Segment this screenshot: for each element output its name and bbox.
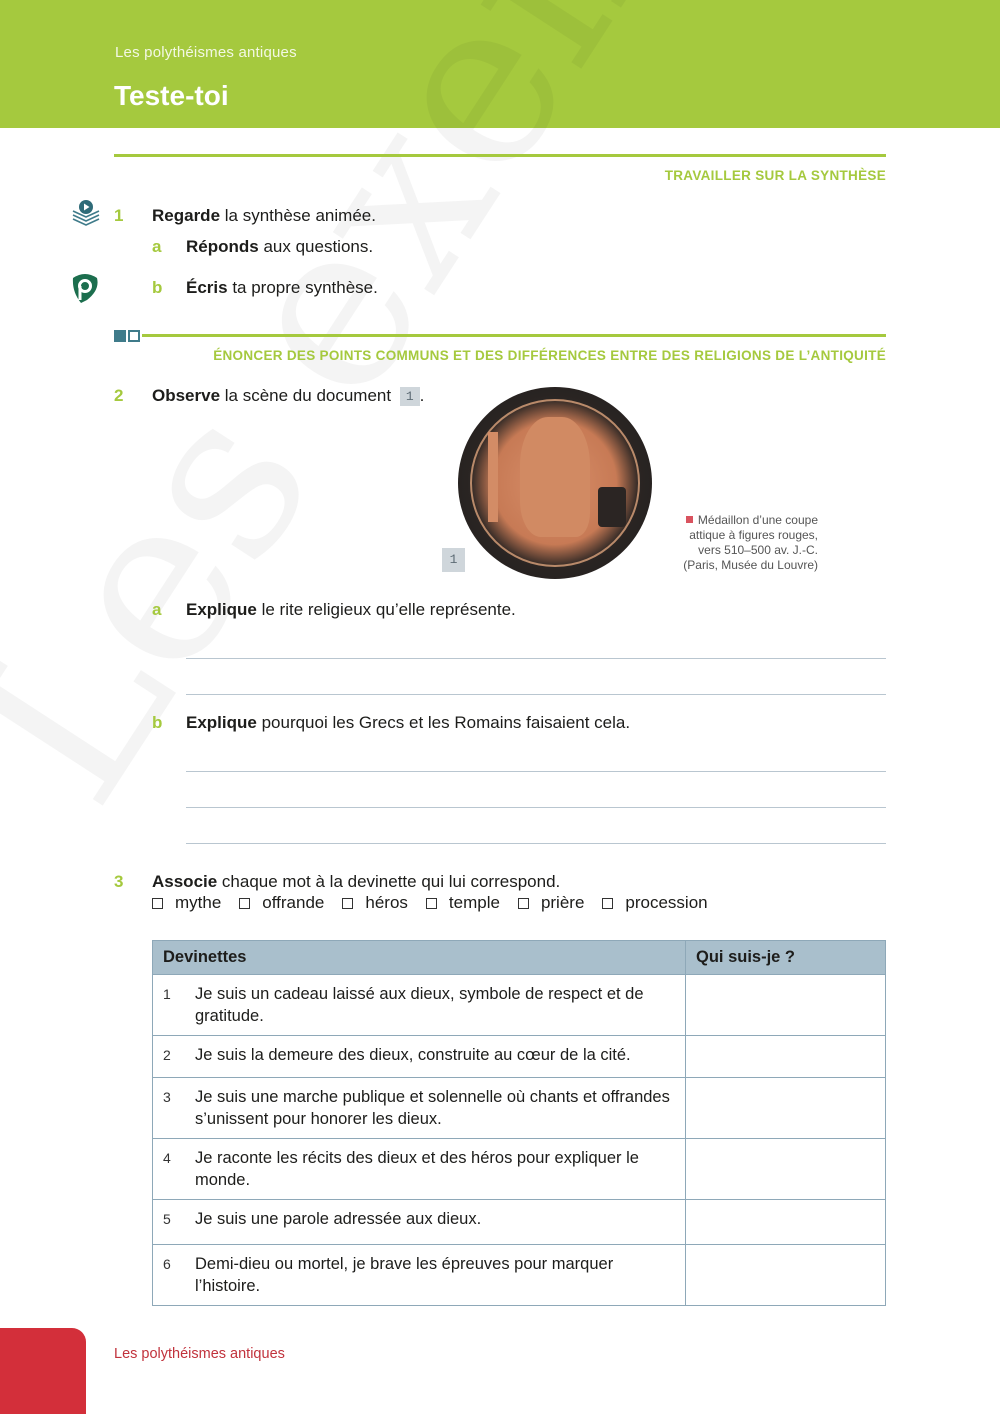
- document-reference[interactable]: 1: [400, 387, 420, 406]
- section-marker-icon: [114, 330, 142, 342]
- image-caption: Médaillon d’une coupe attique à figures rouges, vers 510–500 av. J.-C. (Paris, Musée du Louvre): [683, 513, 818, 572]
- checkbox[interactable]: [426, 898, 437, 909]
- page-title: Teste-toi: [114, 80, 229, 111]
- option-temple[interactable]: temple: [426, 893, 500, 913]
- section-divider: [114, 154, 886, 157]
- greek-cup-medallion-image: [458, 387, 652, 579]
- footer-chapter-title: Les polythéismes antiques: [114, 1346, 285, 1362]
- question-2a-text: Explique le rite religieux qu’elle représente.: [186, 600, 516, 619]
- section-label-synthesis: TRAVAILLER SUR LA SYNTHÈSE: [664, 168, 886, 183]
- section-divider: [142, 334, 886, 337]
- option-heros[interactable]: héros: [342, 893, 408, 913]
- table-row: 3 Je suis une marche publique et solennelle où chants et offrandes s’unissent pour honorer les dieux.: [153, 1078, 886, 1139]
- question-3-text: Associe chaque mot à la devinette qui lui correspond.: [152, 872, 561, 891]
- option-priere[interactable]: prière: [518, 893, 584, 913]
- question-number: 3: [114, 872, 124, 891]
- option-offrande[interactable]: offrande: [239, 893, 324, 913]
- footer-color-tab: [0, 1328, 86, 1414]
- answer-cell[interactable]: [686, 1078, 886, 1139]
- answer-line[interactable]: [186, 658, 886, 659]
- answer-line[interactable]: [186, 771, 886, 772]
- table-row: 5 Je suis une parole adressée aux dieux.: [153, 1200, 886, 1245]
- answer-line[interactable]: [186, 843, 886, 844]
- sub-letter-b: b: [152, 278, 163, 297]
- option-procession[interactable]: procession: [602, 893, 707, 913]
- question-2-text: Observe la scène du document 1 .: [152, 386, 425, 405]
- chapter-subtitle: Les polythéismes antiques: [115, 44, 297, 61]
- p-logo-icon[interactable]: [70, 272, 100, 309]
- question-2b-text: Explique pourquoi les Grecs et les Romains faisaient cela.: [186, 713, 631, 732]
- word-options: [152, 893, 726, 913]
- table-row: 2 Je suis la demeure des dieux, construite au cœur de la cité.: [153, 1036, 886, 1078]
- answer-cell[interactable]: [686, 1245, 886, 1306]
- question-number: 1: [114, 206, 124, 225]
- riddles-table: [152, 940, 886, 1306]
- checkbox[interactable]: [152, 898, 163, 909]
- checkbox[interactable]: [342, 898, 353, 909]
- answer-line[interactable]: [186, 694, 886, 695]
- question-number: 2: [114, 386, 124, 405]
- column-header-riddles: Devinettes: [153, 941, 686, 975]
- checkbox[interactable]: [602, 898, 613, 909]
- question-1a-text: Réponds aux questions.: [186, 237, 374, 256]
- sub-letter-a: a: [152, 600, 162, 619]
- option-mythe[interactable]: mythe: [152, 893, 221, 913]
- answer-line[interactable]: [186, 807, 886, 808]
- caption-bullet-icon: [686, 516, 693, 523]
- checkbox[interactable]: [518, 898, 529, 909]
- table-row: 6 Demi-dieu ou mortel, je brave les épreuves pour marquer l’histoire.: [153, 1245, 886, 1306]
- answer-cell[interactable]: [686, 1036, 886, 1078]
- question-1-text: Regarde la synthèse animée.: [152, 206, 376, 225]
- checkbox[interactable]: [239, 898, 250, 909]
- layers-play-icon[interactable]: [70, 198, 102, 235]
- table-header-row: [153, 941, 886, 975]
- document-number-badge: 1: [442, 548, 465, 572]
- question-1b-text: Écris ta propre synthèse.: [186, 278, 378, 297]
- sub-letter-b: b: [152, 713, 163, 732]
- column-header-who-am-i: Qui suis-je ?: [686, 941, 886, 975]
- table-row: 1 Je suis un cadeau laissé aux dieux, symbole de respect et de gratitude.: [153, 975, 886, 1036]
- section-label-compare-religions: ÉNONCER DES POINTS COMMUNS ET DES DIFFÉRENCES ENTRE DES RELIGIONS DE L’ANTIQUITÉ: [213, 348, 886, 363]
- answer-cell[interactable]: [686, 975, 886, 1036]
- table-row: 4 Je raconte les récits des dieux et des héros pour expliquer le monde.: [153, 1139, 886, 1200]
- answer-cell[interactable]: [686, 1200, 886, 1245]
- answer-cell[interactable]: [686, 1139, 886, 1200]
- sub-letter-a: a: [152, 237, 162, 256]
- page-header: [0, 0, 1000, 128]
